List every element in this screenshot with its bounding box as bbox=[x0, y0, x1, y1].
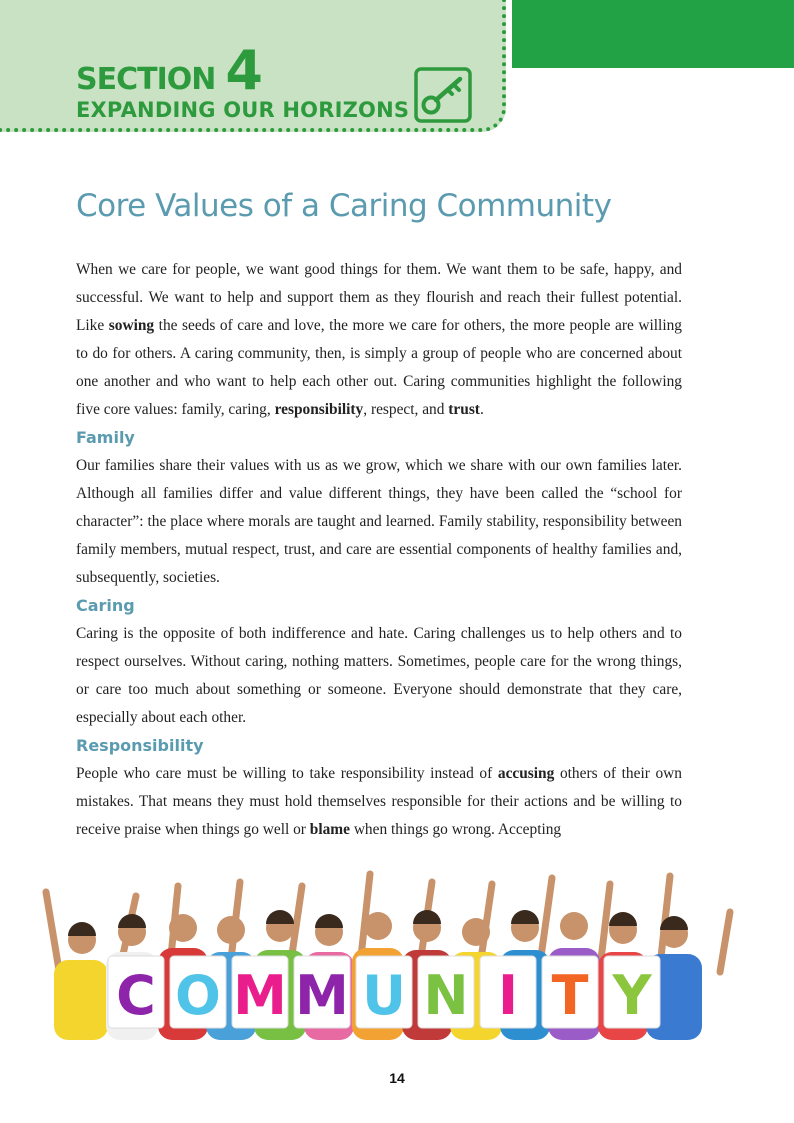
community-crowd-image bbox=[40, 856, 740, 1040]
section-number: 4 bbox=[225, 39, 263, 102]
page-number: 14 bbox=[389, 1070, 405, 1086]
term-accusing: accusing bbox=[497, 765, 555, 782]
header-accent-bar bbox=[512, 0, 794, 68]
heading-caring: Caring bbox=[76, 596, 135, 615]
community-letter: M bbox=[233, 964, 287, 1027]
community-letter: U bbox=[362, 964, 406, 1027]
community-letter: C bbox=[116, 964, 156, 1027]
community-letter: O bbox=[175, 964, 221, 1027]
section-word: SECTION bbox=[76, 62, 216, 97]
section-label bbox=[76, 39, 263, 102]
community-letter: I bbox=[497, 964, 519, 1027]
community-letter: N bbox=[423, 964, 469, 1027]
key-icon bbox=[414, 67, 472, 123]
community-letter: Y bbox=[612, 964, 652, 1027]
community-letter: M bbox=[295, 964, 349, 1027]
intro-paragraph: When we care for people, we want good things for them. We want them to be safe, happy, and successful. We want to help and support them as they flourish and reach their fullest potential. Like sowing the seeds of care and love, the more we care for others, the more people are willing to do for others. A caring community, then, is simply a group of people who are concerned about one another and who want to help each other out. Caring communities highlight the following five core values: family, caring, responsibility, respect, and trust. bbox=[76, 261, 682, 418]
page-title: Core Values of a Caring Community bbox=[76, 188, 612, 224]
community-letter: T bbox=[551, 964, 589, 1027]
heading-responsibility: Responsibility bbox=[76, 736, 204, 755]
family-paragraph: Our families share their values with us as we grow, which we share with our own families later. Although all families differ and value different things, they have been called the “school for character”: the place where morals are taught and learned. Family stability, responsibility between family members, mutual respect, trust, and care are essential components of healthy families and, subsequently, societies. bbox=[76, 457, 682, 586]
term-blame: blame bbox=[309, 821, 350, 838]
body-content bbox=[76, 256, 682, 844]
heading-family: Family bbox=[76, 428, 135, 447]
responsibility-paragraph: People who care must be willing to take responsibility instead of accusing others of their own mistakes. That means they must hold themselves responsible for their actions and be willing to receive praise when things go well or blame when things go wrong. Accepting bbox=[76, 765, 682, 838]
caring-paragraph: Caring is the opposite of both indifference and hate. Caring challenges us to help others and to respect ourselves. Without caring, nothing matters. Sometimes, people care for the wrong things, or care too much about something or someone. Everyone should demonstrate that they care, especially about each other. bbox=[76, 625, 682, 726]
community-letters bbox=[116, 964, 652, 1027]
term-sowing: sowing bbox=[108, 317, 155, 334]
term-trust: trust bbox=[448, 401, 480, 418]
section-title: EXPANDING OUR HORIZONS bbox=[76, 98, 410, 122]
term-responsibility: responsibility bbox=[274, 401, 364, 418]
